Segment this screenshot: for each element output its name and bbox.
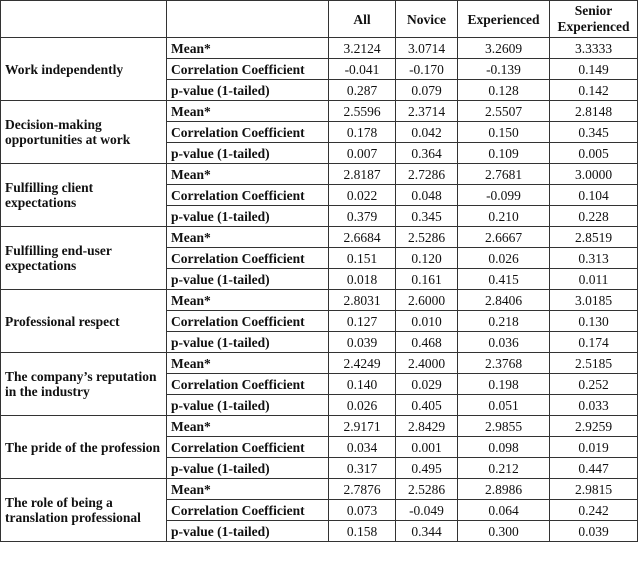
stat-label-corr: Correlation Coefficient <box>167 437 329 458</box>
corr-value-cell: 0.073 <box>329 500 396 521</box>
mean-value-cell: 2.3714 <box>396 101 458 122</box>
p-value-value-cell: 0.033 <box>550 395 638 416</box>
stat-label-mean: Mean* <box>167 479 329 500</box>
header-corner <box>1 1 167 38</box>
header-novice: Novice <box>396 1 458 38</box>
mean-value-cell: 2.5507 <box>458 101 550 122</box>
category-label: Decision-making opportunities at work <box>1 101 167 164</box>
corr-value-cell: -0.170 <box>396 59 458 80</box>
mean-value-cell: 2.8986 <box>458 479 550 500</box>
stat-label-mean: Mean* <box>167 164 329 185</box>
p-value-value-cell: 0.379 <box>329 206 396 227</box>
stat-label-mean: Mean* <box>167 101 329 122</box>
corr-value-cell: 0.034 <box>329 437 396 458</box>
p-value-value-cell: 0.364 <box>396 143 458 164</box>
header-senior-experienced: Senior Experienced <box>550 1 638 38</box>
category-label: The pride of the profession <box>1 416 167 479</box>
stat-label-p-value: p-value (1-tailed) <box>167 332 329 353</box>
mean-value-cell: 3.3333 <box>550 38 638 59</box>
stat-label-corr: Correlation Coefficient <box>167 185 329 206</box>
p-value-value-cell: 0.039 <box>550 521 638 542</box>
corr-value-cell: 0.001 <box>396 437 458 458</box>
mean-value-cell: 2.5286 <box>396 479 458 500</box>
header-all: All <box>329 1 396 38</box>
mean-value-cell: 2.7286 <box>396 164 458 185</box>
corr-value-cell: -0.099 <box>458 185 550 206</box>
mean-value-cell: 2.8429 <box>396 416 458 437</box>
header-stat-blank <box>167 1 329 38</box>
mean-value-cell: 3.0714 <box>396 38 458 59</box>
stat-label-mean: Mean* <box>167 290 329 311</box>
stat-label-corr: Correlation Coefficient <box>167 374 329 395</box>
corr-value-cell: 0.026 <box>458 248 550 269</box>
stat-label-p-value: p-value (1-tailed) <box>167 206 329 227</box>
mean-value-cell: 2.8519 <box>550 227 638 248</box>
p-value-value-cell: 0.212 <box>458 458 550 479</box>
mean-value-cell: 2.5286 <box>396 227 458 248</box>
stat-label-mean: Mean* <box>167 353 329 374</box>
table-row <box>1 38 638 59</box>
corr-value-cell: 0.064 <box>458 500 550 521</box>
stat-label-corr: Correlation Coefficient <box>167 500 329 521</box>
category-label: Fulfilling end-user expectations <box>1 227 167 290</box>
corr-value-cell: 0.242 <box>550 500 638 521</box>
stat-label-corr: Correlation Coefficient <box>167 248 329 269</box>
table-row <box>1 227 638 248</box>
p-value-value-cell: 0.468 <box>396 332 458 353</box>
mean-value-cell: 2.7876 <box>329 479 396 500</box>
mean-value-cell: 2.9855 <box>458 416 550 437</box>
table-body <box>1 38 638 542</box>
corr-value-cell: 0.198 <box>458 374 550 395</box>
stat-label-p-value: p-value (1-tailed) <box>167 80 329 101</box>
stat-label-p-value: p-value (1-tailed) <box>167 395 329 416</box>
p-value-value-cell: 0.039 <box>329 332 396 353</box>
stat-label-corr: Correlation Coefficient <box>167 311 329 332</box>
p-value-value-cell: 0.158 <box>329 521 396 542</box>
p-value-value-cell: 0.447 <box>550 458 638 479</box>
corr-value-cell: 0.252 <box>550 374 638 395</box>
table-row <box>1 164 638 185</box>
corr-value-cell: 0.150 <box>458 122 550 143</box>
p-value-value-cell: 0.210 <box>458 206 550 227</box>
mean-value-cell: 2.6684 <box>329 227 396 248</box>
p-value-value-cell: 0.128 <box>458 80 550 101</box>
p-value-value-cell: 0.051 <box>458 395 550 416</box>
mean-value-cell: 2.5185 <box>550 353 638 374</box>
stat-label-mean: Mean* <box>167 38 329 59</box>
mean-value-cell: 2.9171 <box>329 416 396 437</box>
p-value-value-cell: 0.405 <box>396 395 458 416</box>
corr-value-cell: 0.042 <box>396 122 458 143</box>
mean-value-cell: 3.2609 <box>458 38 550 59</box>
p-value-value-cell: 0.142 <box>550 80 638 101</box>
mean-value-cell: 2.8148 <box>550 101 638 122</box>
table-row <box>1 101 638 122</box>
corr-value-cell: 0.178 <box>329 122 396 143</box>
p-value-value-cell: 0.161 <box>396 269 458 290</box>
corr-value-cell: 0.029 <box>396 374 458 395</box>
corr-value-cell: 0.130 <box>550 311 638 332</box>
mean-value-cell: 2.7681 <box>458 164 550 185</box>
mean-value-cell: 2.4000 <box>396 353 458 374</box>
p-value-value-cell: 0.344 <box>396 521 458 542</box>
p-value-value-cell: 0.495 <box>396 458 458 479</box>
p-value-value-cell: 0.026 <box>329 395 396 416</box>
stat-label-p-value: p-value (1-tailed) <box>167 143 329 164</box>
mean-value-cell: 2.9259 <box>550 416 638 437</box>
table-row <box>1 290 638 311</box>
corr-value-cell: 0.218 <box>458 311 550 332</box>
corr-value-cell: -0.139 <box>458 59 550 80</box>
table-row <box>1 353 638 374</box>
mean-value-cell: 3.0185 <box>550 290 638 311</box>
corr-value-cell: -0.049 <box>396 500 458 521</box>
stat-label-p-value: p-value (1-tailed) <box>167 458 329 479</box>
mean-value-cell: 2.8031 <box>329 290 396 311</box>
header-row <box>1 1 638 38</box>
corr-value-cell: 0.151 <box>329 248 396 269</box>
corr-value-cell: 0.140 <box>329 374 396 395</box>
corr-value-cell: -0.041 <box>329 59 396 80</box>
corr-value-cell: 0.313 <box>550 248 638 269</box>
corr-value-cell: 0.104 <box>550 185 638 206</box>
p-value-value-cell: 0.287 <box>329 80 396 101</box>
p-value-value-cell: 0.005 <box>550 143 638 164</box>
stat-label-mean: Mean* <box>167 416 329 437</box>
header-experienced: Experienced <box>458 1 550 38</box>
corr-value-cell: 0.048 <box>396 185 458 206</box>
p-value-value-cell: 0.345 <box>396 206 458 227</box>
corr-value-cell: 0.019 <box>550 437 638 458</box>
p-value-value-cell: 0.109 <box>458 143 550 164</box>
p-value-value-cell: 0.007 <box>329 143 396 164</box>
corr-value-cell: 0.120 <box>396 248 458 269</box>
stat-label-corr: Correlation Coefficient <box>167 59 329 80</box>
table-row <box>1 416 638 437</box>
category-label: The role of being a translation professional <box>1 479 167 542</box>
p-value-value-cell: 0.036 <box>458 332 550 353</box>
mean-value-cell: 2.4249 <box>329 353 396 374</box>
p-value-value-cell: 0.415 <box>458 269 550 290</box>
p-value-value-cell: 0.300 <box>458 521 550 542</box>
category-label: The company’s reputation in the industry <box>1 353 167 416</box>
mean-value-cell: 2.6000 <box>396 290 458 311</box>
mean-value-cell: 3.2124 <box>329 38 396 59</box>
category-label: Fulfilling client expectations <box>1 164 167 227</box>
corr-value-cell: 0.149 <box>550 59 638 80</box>
mean-value-cell: 3.0000 <box>550 164 638 185</box>
corr-value-cell: 0.022 <box>329 185 396 206</box>
mean-value-cell: 2.9815 <box>550 479 638 500</box>
corr-value-cell: 0.127 <box>329 311 396 332</box>
p-value-value-cell: 0.174 <box>550 332 638 353</box>
mean-value-cell: 2.3768 <box>458 353 550 374</box>
mean-value-cell: 2.8187 <box>329 164 396 185</box>
mean-value-cell: 2.5596 <box>329 101 396 122</box>
stat-label-p-value: p-value (1-tailed) <box>167 269 329 290</box>
p-value-value-cell: 0.079 <box>396 80 458 101</box>
stat-label-mean: Mean* <box>167 227 329 248</box>
category-label: Professional respect <box>1 290 167 353</box>
p-value-value-cell: 0.011 <box>550 269 638 290</box>
mean-value-cell: 2.8406 <box>458 290 550 311</box>
p-value-value-cell: 0.317 <box>329 458 396 479</box>
corr-value-cell: 0.010 <box>396 311 458 332</box>
stat-label-p-value: p-value (1-tailed) <box>167 521 329 542</box>
corr-value-cell: 0.345 <box>550 122 638 143</box>
stat-label-corr: Correlation Coefficient <box>167 122 329 143</box>
p-value-value-cell: 0.018 <box>329 269 396 290</box>
table-row <box>1 479 638 500</box>
category-label: Work independently <box>1 38 167 101</box>
mean-value-cell: 2.6667 <box>458 227 550 248</box>
p-value-value-cell: 0.228 <box>550 206 638 227</box>
corr-value-cell: 0.098 <box>458 437 550 458</box>
